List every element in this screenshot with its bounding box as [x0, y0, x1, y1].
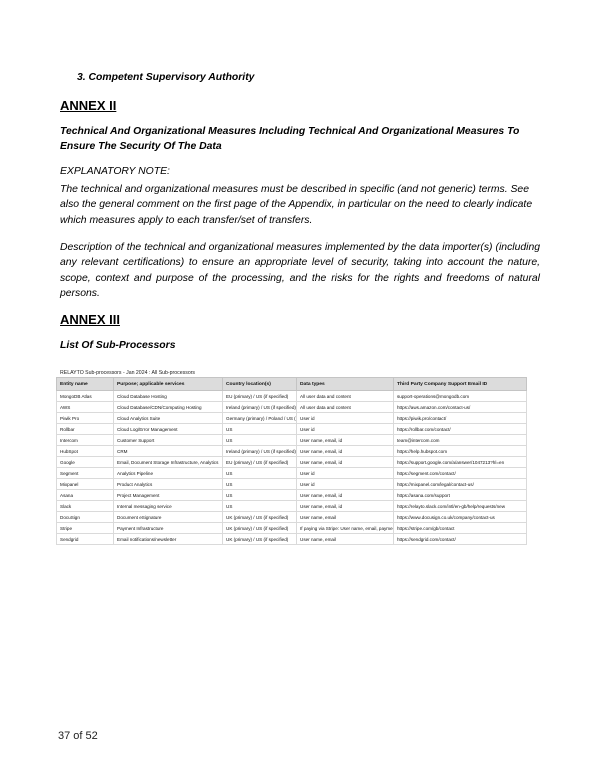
table-cell: User name, email, id: [297, 501, 394, 512]
table-cell: Sendgrid: [57, 534, 114, 545]
table-cell: https://rollbar.com/contact/: [394, 424, 527, 435]
table-cell: US: [223, 435, 297, 446]
table-row: [57, 490, 527, 501]
page-number: 37 of 52: [58, 730, 98, 742]
column-header: Third Party Company Support Email ID: [394, 378, 527, 391]
table-cell: https://aws.amazon.com/contact-us/: [394, 402, 527, 413]
table-cell: MongoDB Atlas: [57, 391, 114, 402]
table-cell: User name, email, id: [297, 446, 394, 457]
table-cell: All user data and content: [297, 391, 394, 402]
table-cell: Internal messaging service: [114, 501, 223, 512]
table-row: [57, 391, 527, 402]
table-cell: Rollbar: [57, 424, 114, 435]
section-heading-competent-authority: 3. Competent Supervisory Authority: [77, 72, 255, 83]
table-cell: Customer Support: [114, 435, 223, 446]
table-cell: Ireland (primary) / US (if specified): [223, 446, 297, 457]
table-row: [57, 424, 527, 435]
table-cell: Cloud Analytics Suite: [114, 413, 223, 424]
table-cell: EU (primary) / US (if specified): [223, 391, 297, 402]
table-cell: US: [223, 501, 297, 512]
table-cell: User id: [297, 424, 394, 435]
table-cell: https://sendgrid.com/contact/: [394, 534, 527, 545]
table-cell: https://support.google.com/a/answer/1047213?hl=en: [394, 457, 527, 468]
table-cell: Mixpanel: [57, 479, 114, 490]
measures-description: Description of the technical and organizational measures implemented by the data importer(s) (including any relevant certifications) to ensure an appropriate level of security, taking into account the nature, scope, context and purpose of the processing, and the risks for the rights and freedoms of natural persons.: [60, 242, 540, 299]
annex-ii-heading: ANNEX II: [60, 98, 117, 113]
table-cell: support-operations@mongodb.com: [394, 391, 527, 402]
table-cell: Payment Infrastructure: [114, 523, 223, 534]
column-header: Purpose; applicable services: [114, 378, 223, 391]
sub-processors-caption: RELAYTO Sub-processors - Jan 2024 : All Sub-processors: [60, 370, 196, 376]
table-cell: https://mixpanel.com/legal/contact-us/: [394, 479, 527, 490]
table-cell: User name, email, id: [297, 490, 394, 501]
table-cell: EU (primary) / US (if specified): [223, 457, 297, 468]
table-cell: Google: [57, 457, 114, 468]
table-row: [57, 479, 527, 490]
table-cell: Piwik Pro: [57, 413, 114, 424]
explanatory-note-label: EXPLANATORY NOTE:: [60, 166, 170, 177]
table-cell: CRM: [114, 446, 223, 457]
annex-iii-heading: ANNEX III: [60, 312, 120, 327]
table-cell: Intercom: [57, 435, 114, 446]
table-cell: User id: [297, 479, 394, 490]
table-row: [57, 457, 527, 468]
table-cell: User name, email, id: [297, 457, 394, 468]
table-cell: User name, email: [297, 534, 394, 545]
table-cell: Analytics Pipeline: [114, 468, 223, 479]
table-cell: HubSpot: [57, 446, 114, 457]
annex-ii-title: Technical And Organizational Measures Including Technical And Organizational Measures To Ensure The Security Of The Data: [60, 126, 520, 152]
table-cell: Cloud Database/CDN/Computing Hosting: [114, 402, 223, 413]
table-cell: UK (primary) / US (if specified): [223, 534, 297, 545]
table-cell: https://relayto.slack.com/intl/en-gb/help/requests/new: [394, 501, 527, 512]
table-cell: UK (primary) / US (if specified): [223, 523, 297, 534]
explanatory-note-body: The technical and organizational measures must be described in specific (and not generic) terms. See also the general comment on the first page of the Appendix, in particular on the need to clearly indicate which measures apply to each transfer/set of transfers.: [60, 184, 533, 226]
table-cell: Asana: [57, 490, 114, 501]
table-cell: AWS: [57, 402, 114, 413]
table-cell: Slack: [57, 501, 114, 512]
table-cell: Email, Document Storage Infrastructure, Analytics: [114, 457, 223, 468]
table-row: [57, 501, 527, 512]
table-cell: Germany (primary) / Poland / US (: [223, 413, 297, 424]
table-cell: Product Analytics: [114, 479, 223, 490]
table-cell: User name, email: [297, 512, 394, 523]
table-cell: team@intercom.com: [394, 435, 527, 446]
table-row: [57, 446, 527, 457]
table-cell: Segment: [57, 468, 114, 479]
table-cell: Project Management: [114, 490, 223, 501]
column-header: Country location(s): [223, 378, 297, 391]
table-cell: US: [223, 479, 297, 490]
table-cell: https://www.docusign.co.uk/company/contact-us: [394, 512, 527, 523]
column-header: Entity name: [57, 378, 114, 391]
table-cell: All user data and content: [297, 402, 394, 413]
table-cell: US: [223, 468, 297, 479]
table-row: [57, 468, 527, 479]
table-cell: Stripe: [57, 523, 114, 534]
table-cell: DocuSign: [57, 512, 114, 523]
table-cell: User name, email, id: [297, 435, 394, 446]
table-cell: https://piwik.pro/contact/: [394, 413, 527, 424]
table-cell: Document eSignature: [114, 512, 223, 523]
table-row: [57, 523, 527, 534]
table-row: [57, 413, 527, 424]
table-header-row: [57, 378, 527, 391]
annex-iii-title: List Of Sub-Processors: [60, 340, 176, 351]
table-cell: Cloud Database Hosting: [114, 391, 223, 402]
table-cell: https://asana.com/support: [394, 490, 527, 501]
table-row: [57, 435, 527, 446]
table-row: [57, 402, 527, 413]
table-row: [57, 512, 527, 523]
table-cell: US: [223, 424, 297, 435]
table-row: [57, 534, 527, 545]
table-cell: https://segment.com/contact/: [394, 468, 527, 479]
table-cell: Ireland (primary) / US (if specified): [223, 402, 297, 413]
table-cell: https://help.hubspot.com: [394, 446, 527, 457]
table-cell: Cloud Log/Error Management: [114, 424, 223, 435]
table-cell: Email notifications/newsletter: [114, 534, 223, 545]
table-cell: UK (primary) / US (if specified): [223, 512, 297, 523]
table-cell: https://stripe.com/gb/contact: [394, 523, 527, 534]
column-header: Data types: [297, 378, 394, 391]
table-cell: User id: [297, 413, 394, 424]
table-cell: US: [223, 490, 297, 501]
table-cell: If paying via Stripe: User name, email, payme: [297, 523, 394, 534]
table-cell: User id: [297, 468, 394, 479]
sub-processors-table: [56, 377, 527, 545]
